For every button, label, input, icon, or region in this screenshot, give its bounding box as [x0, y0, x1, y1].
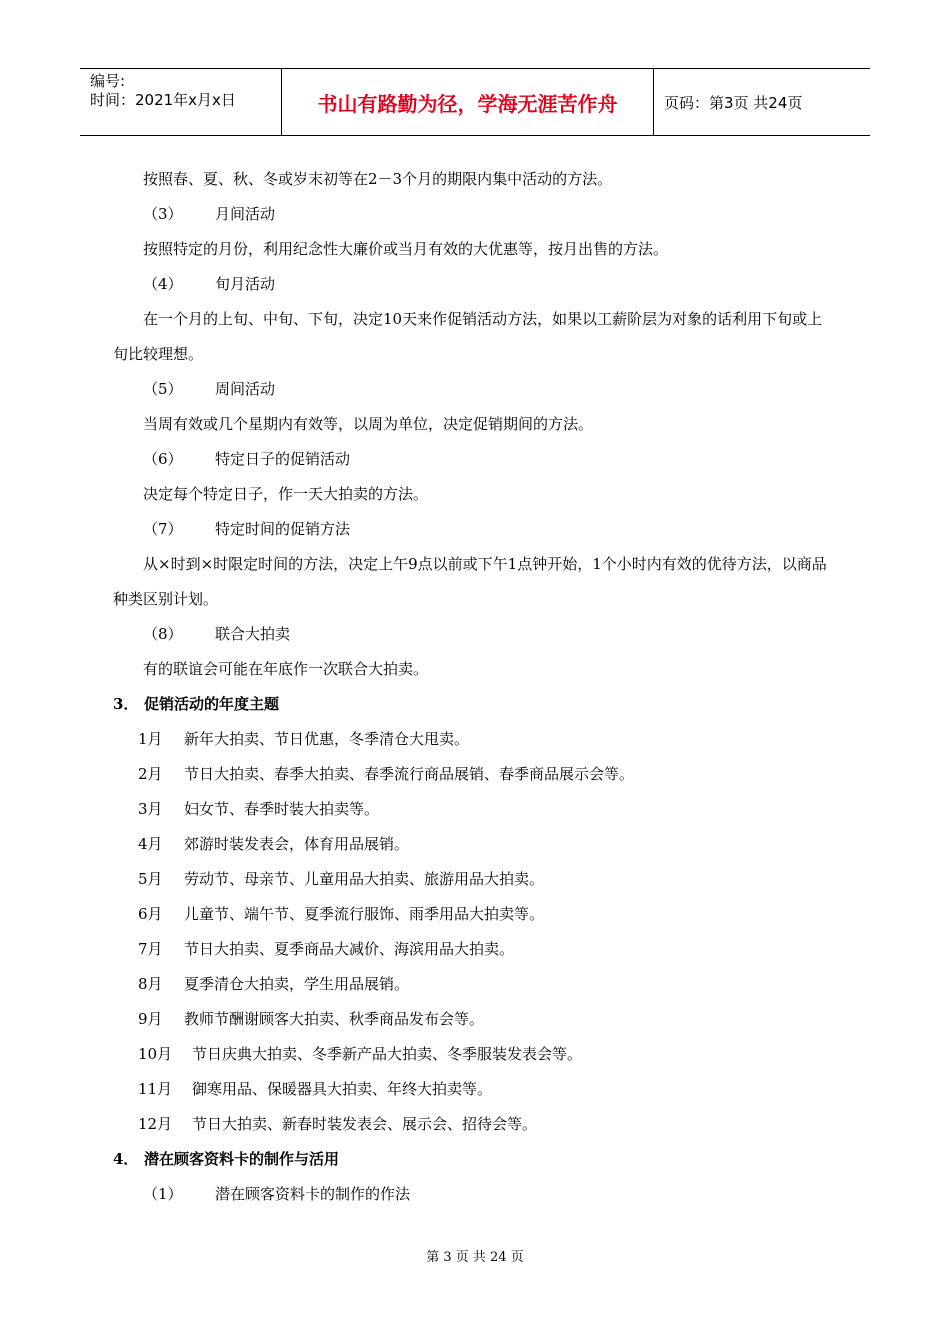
subheading-title: 月间活动	[215, 205, 276, 223]
subheading-title: 联合大拍卖	[215, 625, 291, 643]
section-title: 潜在顾客资料卡的制作与活用	[144, 1150, 340, 1168]
month-item	[113, 932, 828, 967]
code-label: 编号:	[90, 72, 126, 90]
month-item	[113, 897, 828, 932]
section-heading	[113, 1142, 828, 1177]
section-number: 3．	[113, 695, 139, 713]
document-body	[113, 162, 828, 1212]
subheading-title: 潜在顾客资料卡的制作的作法	[215, 1185, 411, 1203]
month-label: 4月	[138, 835, 163, 853]
subheading-number: （8）	[143, 625, 183, 643]
paragraph: 按照特定的月份，利用纪念性大廉价或当月有效的大优惠等，按月出售的方法。	[143, 240, 669, 258]
paragraph: 从×时到×时限定时间的方法，决定上午9点以前或下午1点钟开始，1个小时内有效的优待方法，以商品种类区别计划。	[113, 555, 827, 608]
paragraph: 决定每个特定日子，作一天大拍卖的方法。	[143, 485, 429, 503]
month-text: 教师节酬谢顾客大拍卖、秋季商品发布会等。	[184, 1010, 485, 1028]
month-text: 节日大拍卖、春季大拍卖、春季流行商品展销、春季商品展示会等。	[184, 765, 635, 783]
month-item	[113, 967, 828, 1002]
paragraph: 有的联谊会可能在年底作一次联合大拍卖。	[143, 660, 429, 678]
paragraph: 当周有效或几个星期内有效等，以周为单位，决定促销期间的方法。	[143, 415, 594, 433]
subheading	[113, 267, 828, 302]
time-label: 时间：2021年x月x日	[90, 91, 236, 109]
subheading-number: （1）	[143, 1185, 183, 1203]
paragraph: 按照春、夏、秋、冬或岁末初等在2－3个月的期限内集中活动的方法。	[143, 170, 613, 188]
subheading-title: 周间活动	[215, 380, 276, 398]
month-text: 儿童节、端午节、夏季流行服饰、雨季用品大拍卖等。	[184, 905, 545, 923]
subheading	[113, 197, 828, 232]
subheading	[113, 372, 828, 407]
section-number: 4．	[113, 1150, 139, 1168]
subheading-number: （3）	[143, 205, 183, 223]
month-label: 11月	[138, 1080, 173, 1098]
month-label: 8月	[138, 975, 163, 993]
month-text: 新年大拍卖、节日优惠，冬季清仓大甩卖。	[184, 730, 470, 748]
month-item	[113, 722, 828, 757]
month-label: 2月	[138, 765, 163, 783]
header-left-cell	[80, 69, 282, 135]
month-text: 节日大拍卖、夏季商品大减价、海滨用品大拍卖。	[184, 940, 515, 958]
month-text: 夏季清仓大拍卖，学生用品展销。	[184, 975, 410, 993]
page-header	[80, 68, 870, 136]
subheading	[113, 442, 828, 477]
month-text: 节日庆典大拍卖、冬季新产品大拍卖、冬季服装发表会等。	[192, 1045, 583, 1063]
month-label: 9月	[138, 1010, 163, 1028]
month-item	[113, 1002, 828, 1037]
month-item	[113, 1037, 828, 1072]
subheading-number: （5）	[143, 380, 183, 398]
month-item	[113, 827, 828, 862]
section-title: 促销活动的年度主题	[144, 695, 280, 713]
subheading-number: （4）	[143, 275, 183, 293]
month-label: 12月	[138, 1115, 173, 1133]
subheading	[113, 617, 828, 652]
section-heading	[113, 687, 828, 722]
month-label: 6月	[138, 905, 163, 923]
month-label: 7月	[138, 940, 163, 958]
page-footer: 第 3 页 共 24 页	[426, 1250, 524, 1265]
month-text: 劳动节、母亲节、儿童用品大拍卖、旅游用品大拍卖。	[184, 870, 545, 888]
subheading-number: （6）	[143, 450, 183, 468]
month-item	[113, 1107, 828, 1142]
month-item	[113, 1072, 828, 1107]
month-label: 10月	[138, 1045, 173, 1063]
month-item	[113, 862, 828, 897]
subheading	[113, 1177, 828, 1212]
month-label: 1月	[138, 730, 163, 748]
month-label: 5月	[138, 870, 163, 888]
subheading-title: 特定日子的促销活动	[215, 450, 351, 468]
month-text: 妇女节、春季时装大拍卖等。	[184, 800, 380, 818]
subheading	[113, 512, 828, 547]
header-motto: 书山有路勤为径，学海无涯苦作舟	[282, 69, 654, 135]
subheading-title: 旬月活动	[215, 275, 276, 293]
month-item	[113, 792, 828, 827]
subheading-number: （7）	[143, 520, 183, 538]
month-item	[113, 757, 828, 792]
month-text: 郊游时装发表会，体育用品展销。	[184, 835, 410, 853]
paragraph: 在一个月的上旬、中旬、下旬，决定10天来作促销活动方法，如果以工薪阶层为对象的话利用下旬或上旬比较理想。	[113, 310, 823, 363]
month-label: 3月	[138, 800, 163, 818]
month-text: 节日大拍卖、新春时装发表会、展示会、招待会等。	[192, 1115, 538, 1133]
subheading-title: 特定时间的促销方法	[215, 520, 351, 538]
month-text: 御寒用品、保暖器具大拍卖、年终大拍卖等。	[192, 1080, 493, 1098]
header-page-info: 页码：第3页 共24页	[664, 93, 803, 112]
